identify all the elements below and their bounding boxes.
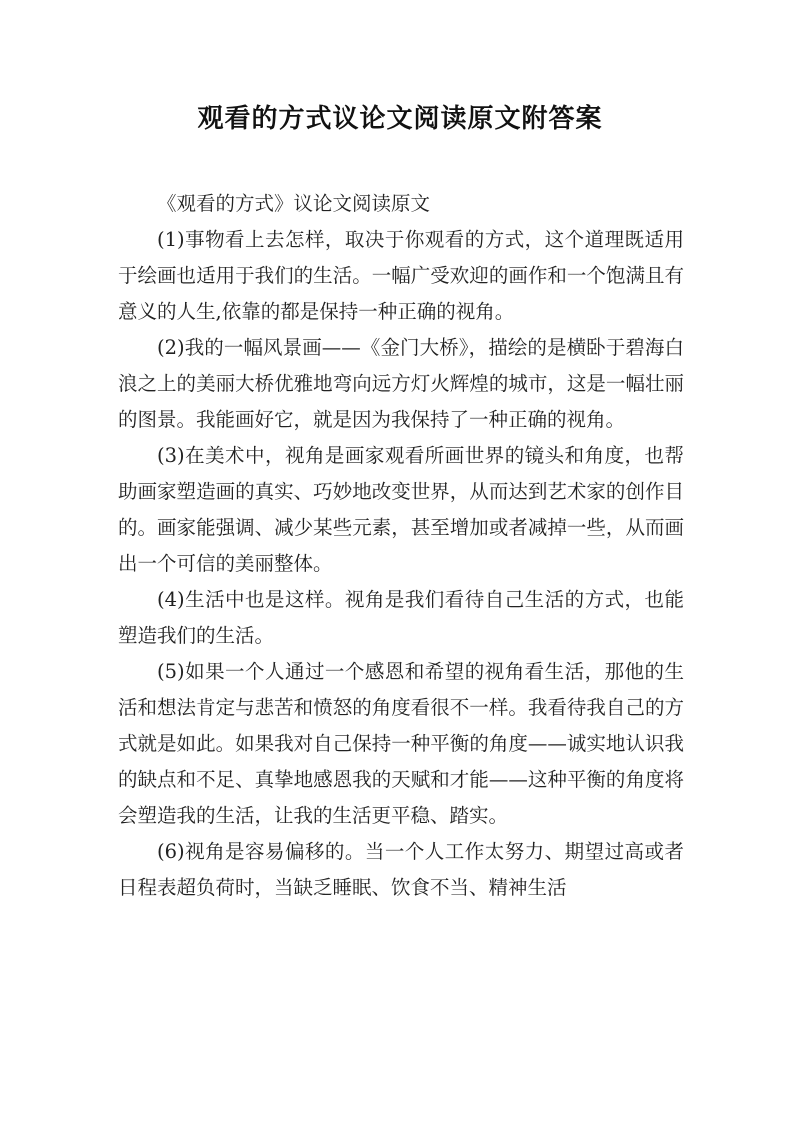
- paragraph-1: (1)事物看上去怎样，取决于你观看的方式，这个道理既适用于绘画也适用于我们的生活。一幅广受欢迎的画作和一个饱满且有意义的人生,依靠的都是保持一种正确的视角。: [118, 228, 684, 323]
- document-body: [118, 186, 684, 906]
- section-subheading: 《观看的方式》议论文阅读原文: [157, 192, 431, 215]
- paragraph-2: (2)我的一幅风景画——《金门大桥》，描绘的是横卧于碧海白浪之上的美丽大桥优雅地弯向远方灯火辉煌的城市，这是一幅壮丽的图景。我能画好它，就是因为我保持了一种正确的视角。: [118, 336, 684, 431]
- paragraph-3: (3)在美术中，视角是画家观看所画世界的镜头和角度，也帮助画家塑造画的真实、巧妙地改变世界，从而达到艺术家的创作目的。画家能强调、减少某些元素，甚至增加或者减掉一些，从而画出一个可信的美丽整体。: [118, 444, 684, 575]
- paragraph-6: (6)视角是容易偏移的。当一个人工作太努力、期望过高或者日程表超负荷时，当缺乏睡眠、饮食不当、精神生活: [118, 840, 684, 899]
- document-title: 观看的方式议论文阅读原文附答案: [197, 104, 603, 134]
- paragraph-4: (4)生活中也是这样。视角是我们看待自己生活的方式，也能塑造我们的生活。: [118, 588, 684, 647]
- paragraph-5: (5)如果一个人通过一个感恩和希望的视角看生活，那他的生活和想法肯定与悲苦和愤怒的角度看很不一样。我看待我自己的方式就是如此。如果我对自己保持一种平衡的角度——诚实地认识我的缺点和不足、真挚地感恩我的天赋和才能——这种平衡的角度将会塑造我的生活，让我的生活更平稳、踏实。: [118, 660, 684, 827]
